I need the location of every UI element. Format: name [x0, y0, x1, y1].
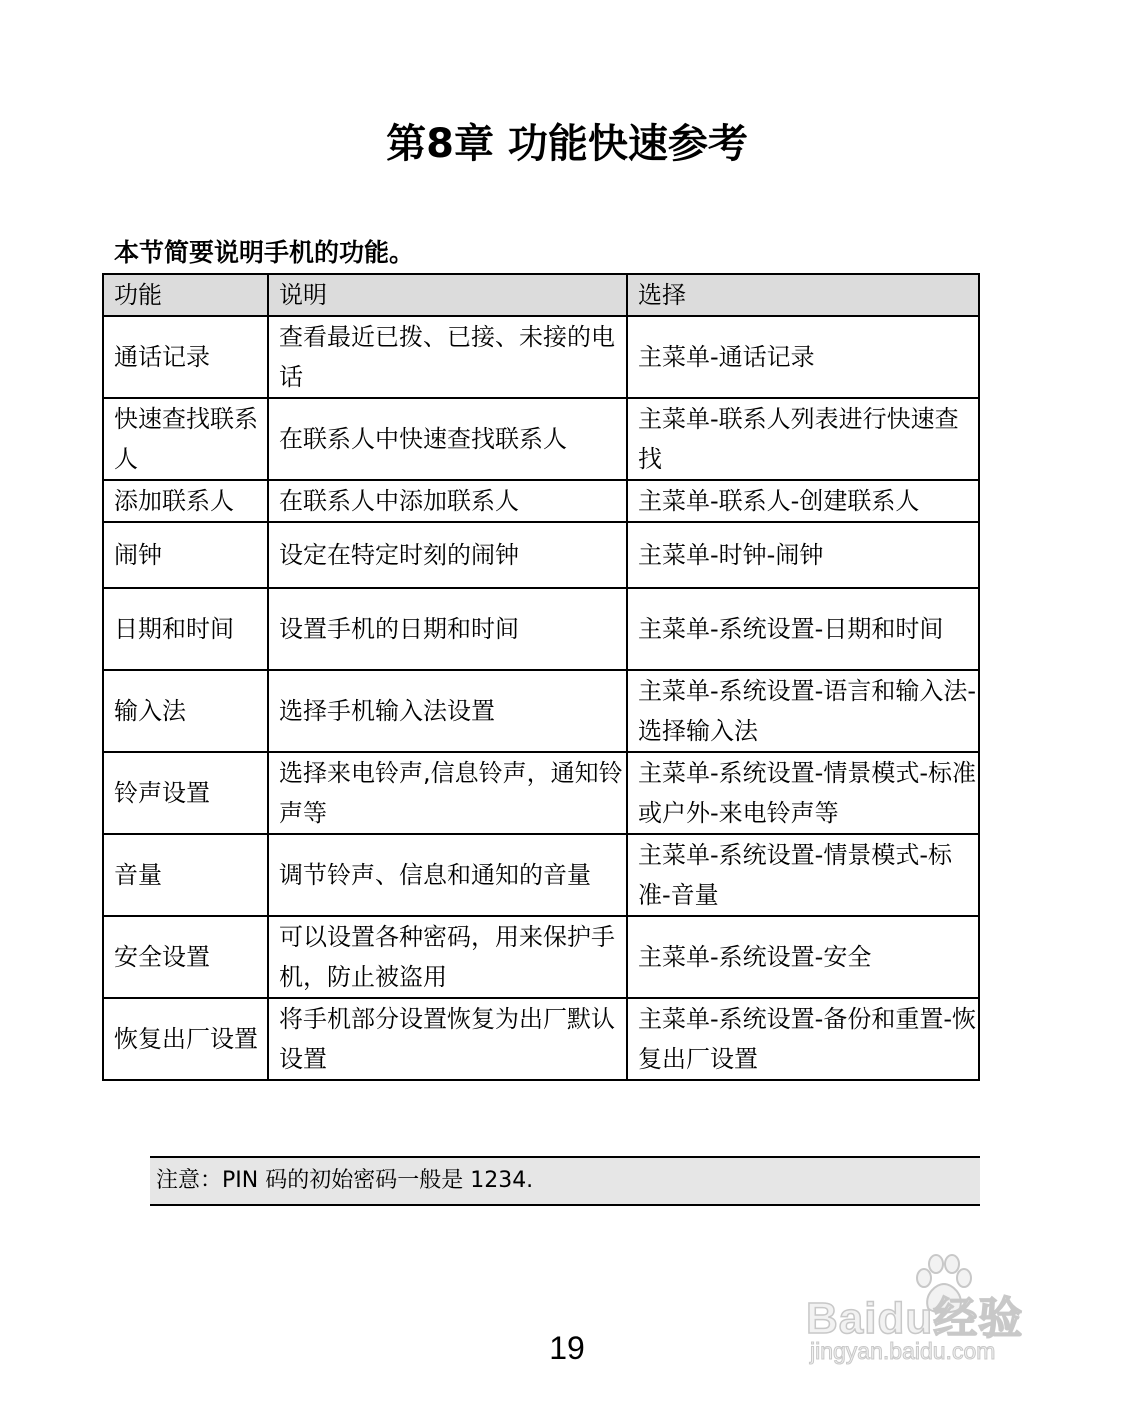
table-row	[103, 752, 979, 834]
table-header-row	[103, 274, 979, 316]
table-row	[103, 522, 979, 588]
cell-selection: 主菜单-系统设置-备份和重置-恢复出厂设置	[627, 998, 979, 1080]
cell-description: 选择来电铃声,信息铃声，通知铃声等	[268, 752, 627, 834]
section-intro: 本节简要说明手机的功能。	[114, 238, 415, 267]
cell-function: 输入法	[103, 670, 268, 752]
function-reference-table	[102, 273, 980, 1081]
chapter-title: 第8章 功能快速参考	[386, 121, 748, 167]
cell-description: 查看最近已拨、已接、未接的电话	[268, 316, 627, 398]
cell-description: 调节铃声、信息和通知的音量	[268, 834, 627, 916]
header-function: 功能	[103, 274, 268, 316]
cell-selection: 主菜单-时钟-闹钟	[627, 522, 979, 588]
cell-function: 闹钟	[103, 522, 268, 588]
cell-selection: 主菜单-系统设置-日期和时间	[627, 588, 979, 670]
cell-function: 日期和时间	[103, 588, 268, 670]
cell-function: 铃声设置	[103, 752, 268, 834]
cell-function: 音量	[103, 834, 268, 916]
cell-description: 设定在特定时刻的闹钟	[268, 522, 627, 588]
cell-selection: 主菜单-系统设置-情景模式-标准或户外-来电铃声等	[627, 752, 979, 834]
table-row	[103, 670, 979, 752]
cell-function: 安全设置	[103, 916, 268, 998]
cell-description: 将手机部分设置恢复为出厂默认设置	[268, 998, 627, 1080]
header-selection: 选择	[627, 274, 979, 316]
header-description: 说明	[268, 274, 627, 316]
pin-note: 注意：PIN 码的初始密码一般是 1234.	[150, 1156, 980, 1206]
cell-function: 快速查找联系人	[103, 398, 268, 480]
table-row	[103, 480, 979, 522]
table-row	[103, 588, 979, 670]
cell-description: 在联系人中添加联系人	[268, 480, 627, 522]
cell-selection: 主菜单-系统设置-安全	[627, 916, 979, 998]
table-row	[103, 834, 979, 916]
table-row	[103, 316, 979, 398]
cell-function: 恢复出厂设置	[103, 998, 268, 1080]
table-row	[103, 916, 979, 998]
watermark-url: jingyan.baidu.com	[810, 1338, 996, 1364]
watermark-logo-text: Baidu经验	[806, 1294, 1024, 1343]
cell-description: 选择手机输入法设置	[268, 670, 627, 752]
cell-function: 添加联系人	[103, 480, 268, 522]
cell-selection: 主菜单-系统设置-情景模式-标准-音量	[627, 834, 979, 916]
cell-selection: 主菜单-联系人-创建联系人	[627, 480, 979, 522]
cell-description: 可以设置各种密码，用来保护手机，防止被盗用	[268, 916, 627, 998]
cell-selection: 主菜单-系统设置-语言和输入法-选择输入法	[627, 670, 979, 752]
cell-function: 通话记录	[103, 316, 268, 398]
table-row	[103, 998, 979, 1080]
cell-selection: 主菜单-通话记录	[627, 316, 979, 398]
page-number: 19	[549, 1330, 585, 1366]
table-row	[103, 398, 979, 480]
cell-selection: 主菜单-联系人列表进行快速查找	[627, 398, 979, 480]
cell-description: 设置手机的日期和时间	[268, 588, 627, 670]
cell-description: 在联系人中快速查找联系人	[268, 398, 627, 480]
